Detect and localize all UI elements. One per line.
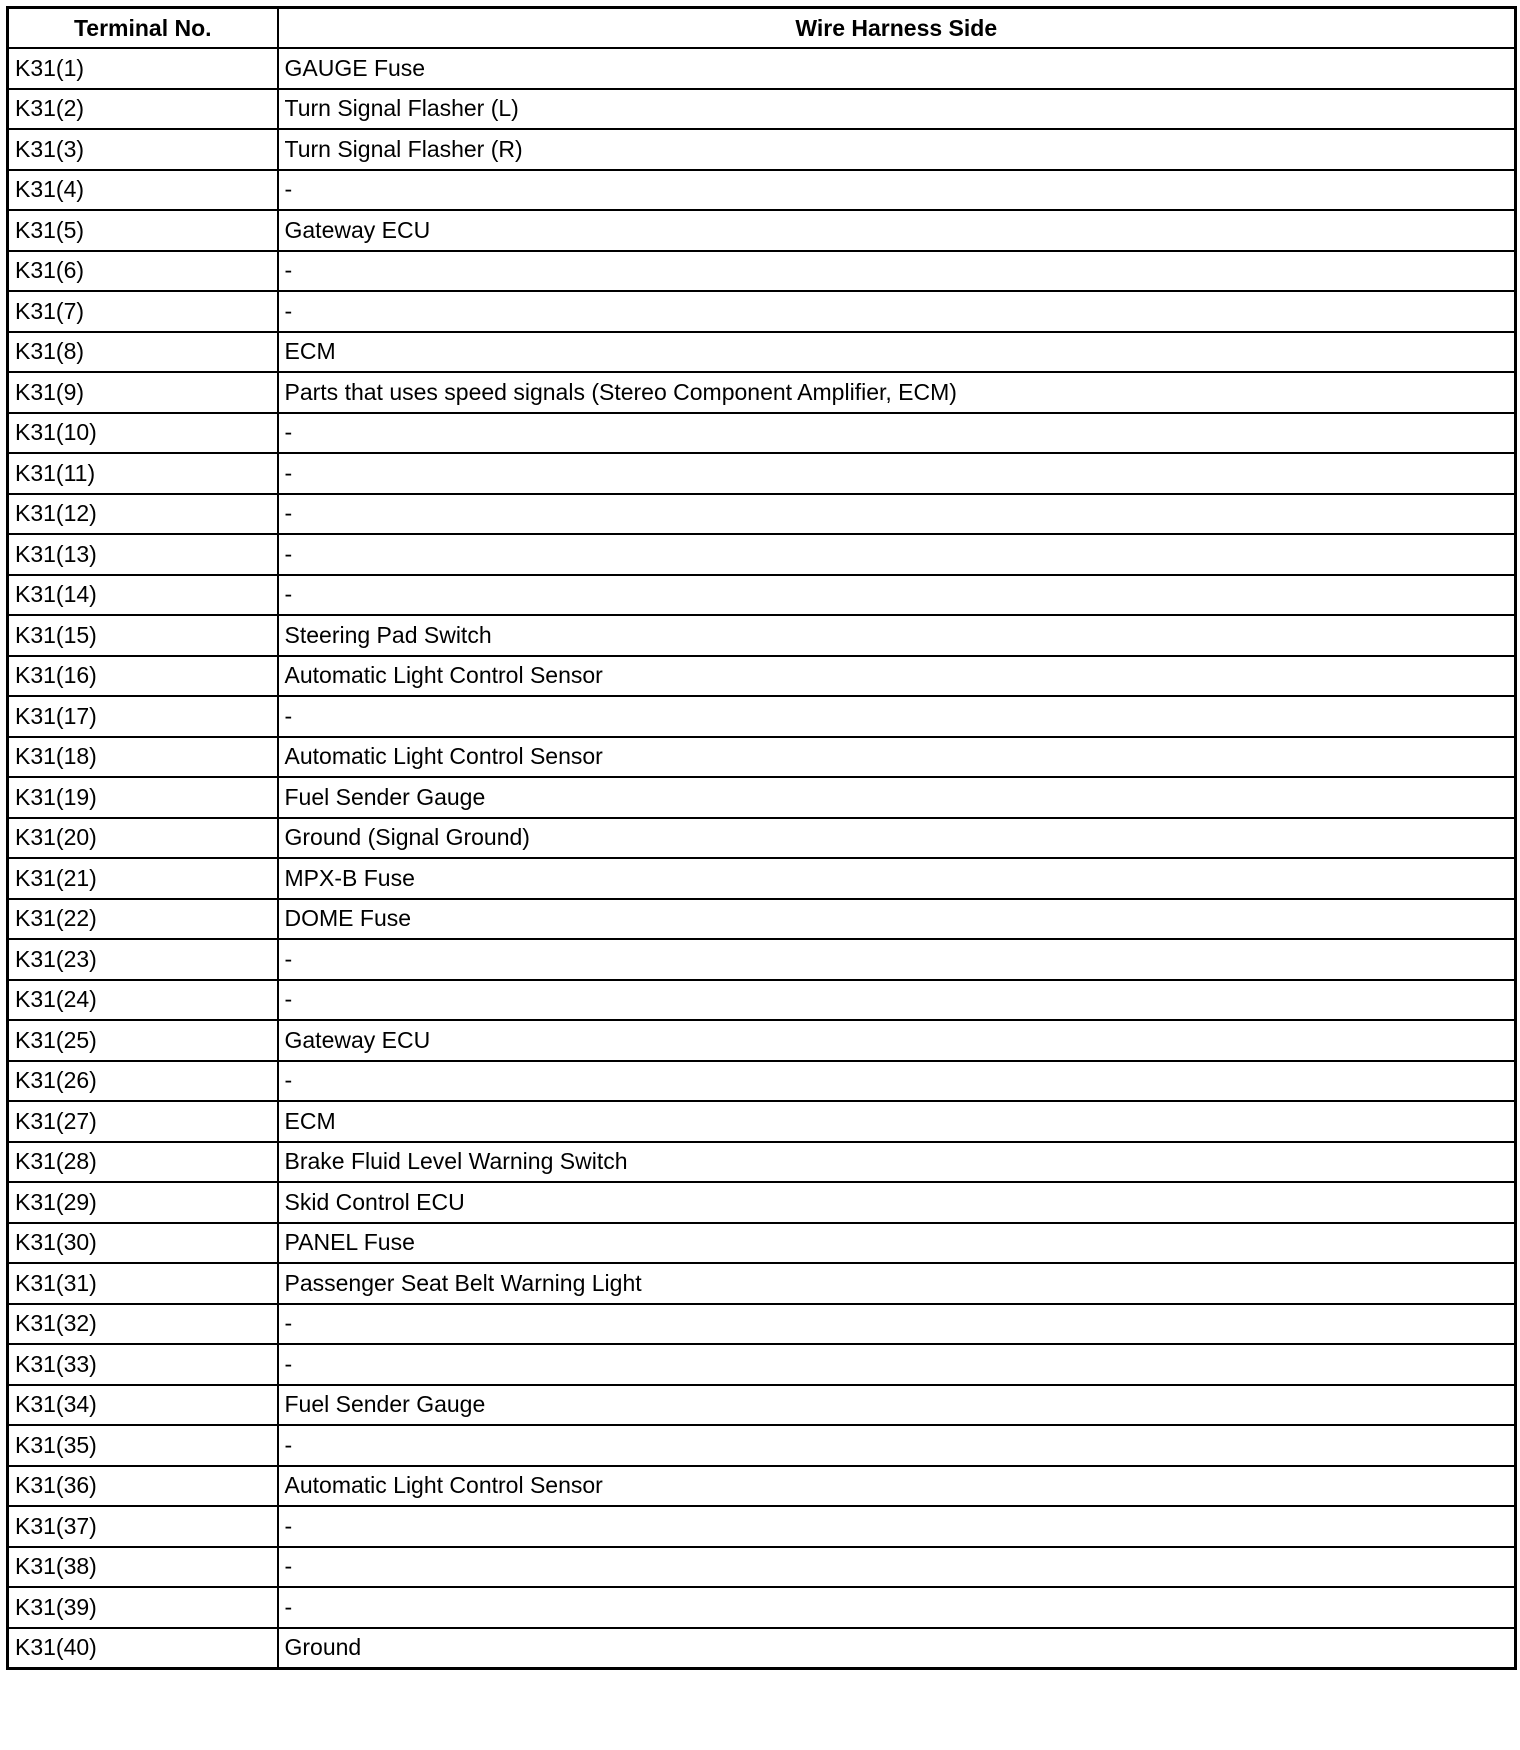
terminal-number-cell: K31(39): [8, 1587, 278, 1628]
table-row: [8, 980, 1516, 1021]
table-row: [8, 615, 1516, 656]
wire-harness-side-cell: -: [278, 1506, 1516, 1547]
wire-harness-side-cell: MPX-B Fuse: [278, 858, 1516, 899]
header-terminal-no: Terminal No.: [8, 8, 278, 49]
terminal-number-cell: K31(7): [8, 291, 278, 332]
terminal-number-cell: K31(22): [8, 899, 278, 940]
terminal-number-cell: K31(35): [8, 1425, 278, 1466]
table-row: [8, 1101, 1516, 1142]
terminal-number-cell: K31(33): [8, 1344, 278, 1385]
wire-harness-side-cell: Steering Pad Switch: [278, 615, 1516, 656]
wire-harness-side-cell: -: [278, 980, 1516, 1021]
table-row: [8, 1223, 1516, 1264]
wire-harness-side-cell: Turn Signal Flasher (R): [278, 129, 1516, 170]
wire-harness-side-cell: ECM: [278, 332, 1516, 373]
terminal-number-cell: K31(27): [8, 1101, 278, 1142]
table-row: [8, 1182, 1516, 1223]
wire-harness-side-cell: -: [278, 1587, 1516, 1628]
wire-harness-side-cell: Gateway ECU: [278, 210, 1516, 251]
terminal-number-cell: K31(32): [8, 1304, 278, 1345]
table-row: [8, 1425, 1516, 1466]
table-row: [8, 1304, 1516, 1345]
wire-harness-side-cell: Fuel Sender Gauge: [278, 1385, 1516, 1426]
terminal-number-cell: K31(20): [8, 818, 278, 859]
table-row: [8, 129, 1516, 170]
wire-harness-side-cell: Brake Fluid Level Warning Switch: [278, 1142, 1516, 1183]
terminal-number-cell: K31(8): [8, 332, 278, 373]
terminal-number-cell: K31(38): [8, 1547, 278, 1588]
terminal-number-cell: K31(14): [8, 575, 278, 616]
terminal-number-cell: K31(15): [8, 615, 278, 656]
table-row: [8, 170, 1516, 211]
terminal-number-cell: K31(1): [8, 48, 278, 89]
wire-harness-side-cell: -: [278, 494, 1516, 535]
terminal-number-cell: K31(21): [8, 858, 278, 899]
terminal-number-cell: K31(16): [8, 656, 278, 697]
terminal-number-cell: K31(10): [8, 413, 278, 454]
wire-harness-side-cell: Passenger Seat Belt Warning Light: [278, 1263, 1516, 1304]
terminal-number-cell: K31(40): [8, 1628, 278, 1669]
terminal-number-cell: K31(26): [8, 1061, 278, 1102]
wire-harness-side-cell: ECM: [278, 1101, 1516, 1142]
table-row: [8, 1547, 1516, 1588]
wire-harness-side-cell: DOME Fuse: [278, 899, 1516, 940]
wire-harness-side-cell: Gateway ECU: [278, 1020, 1516, 1061]
table-row: [8, 1506, 1516, 1547]
terminal-number-cell: K31(5): [8, 210, 278, 251]
terminal-number-cell: K31(25): [8, 1020, 278, 1061]
table-row: [8, 656, 1516, 697]
wire-harness-side-cell: -: [278, 170, 1516, 211]
wire-harness-side-cell: GAUGE Fuse: [278, 48, 1516, 89]
table-row: [8, 48, 1516, 89]
terminal-number-cell: K31(34): [8, 1385, 278, 1426]
table-row: [8, 210, 1516, 251]
header-row: [8, 8, 1516, 49]
terminal-number-cell: K31(37): [8, 1506, 278, 1547]
table-row: [8, 696, 1516, 737]
terminal-number-cell: K31(23): [8, 939, 278, 980]
wire-harness-side-cell: -: [278, 1304, 1516, 1345]
table-row: [8, 1263, 1516, 1304]
wire-harness-side-cell: -: [278, 1425, 1516, 1466]
wire-harness-side-cell: Fuel Sender Gauge: [278, 777, 1516, 818]
terminal-number-cell: K31(30): [8, 1223, 278, 1264]
wire-harness-side-cell: PANEL Fuse: [278, 1223, 1516, 1264]
table-row: [8, 1587, 1516, 1628]
terminal-table-container: [6, 6, 1514, 1670]
terminal-number-cell: K31(11): [8, 453, 278, 494]
wire-harness-side-cell: -: [278, 291, 1516, 332]
header-wire-harness-side: Wire Harness Side: [278, 8, 1516, 49]
wire-harness-side-cell: -: [278, 534, 1516, 575]
table-row: [8, 1385, 1516, 1426]
table-header: [8, 8, 1516, 49]
terminal-number-cell: K31(13): [8, 534, 278, 575]
wire-harness-side-cell: -: [278, 575, 1516, 616]
wire-harness-side-cell: -: [278, 696, 1516, 737]
table-row: [8, 575, 1516, 616]
wire-harness-side-cell: Ground: [278, 1628, 1516, 1669]
table-row: [8, 291, 1516, 332]
table-row: [8, 858, 1516, 899]
terminal-number-cell: K31(28): [8, 1142, 278, 1183]
table-row: [8, 777, 1516, 818]
table-body: [8, 48, 1516, 1668]
table-row: [8, 413, 1516, 454]
table-row: [8, 737, 1516, 778]
terminal-number-cell: K31(2): [8, 89, 278, 130]
table-row: [8, 1061, 1516, 1102]
table-row: [8, 453, 1516, 494]
wire-harness-side-cell: -: [278, 251, 1516, 292]
terminal-number-cell: K31(31): [8, 1263, 278, 1304]
table-row: [8, 1628, 1516, 1669]
terminal-number-cell: K31(19): [8, 777, 278, 818]
table-row: [8, 939, 1516, 980]
table-row: [8, 899, 1516, 940]
wire-harness-side-cell: Automatic Light Control Sensor: [278, 737, 1516, 778]
table-row: [8, 818, 1516, 859]
table-row: [8, 1466, 1516, 1507]
wire-harness-side-cell: -: [278, 1061, 1516, 1102]
wire-harness-side-cell: -: [278, 939, 1516, 980]
wire-harness-side-cell: Ground (Signal Ground): [278, 818, 1516, 859]
table-row: [8, 89, 1516, 130]
table-row: [8, 332, 1516, 373]
table-row: [8, 1142, 1516, 1183]
table-row: [8, 494, 1516, 535]
terminal-number-cell: K31(17): [8, 696, 278, 737]
terminal-number-cell: K31(9): [8, 372, 278, 413]
terminal-number-cell: K31(36): [8, 1466, 278, 1507]
wire-harness-side-cell: Automatic Light Control Sensor: [278, 1466, 1516, 1507]
terminal-number-cell: K31(3): [8, 129, 278, 170]
wire-harness-side-cell: -: [278, 1547, 1516, 1588]
wire-harness-side-cell: Automatic Light Control Sensor: [278, 656, 1516, 697]
wire-harness-side-cell: Turn Signal Flasher (L): [278, 89, 1516, 130]
terminal-number-cell: K31(29): [8, 1182, 278, 1223]
table-row: [8, 1344, 1516, 1385]
table-row: [8, 251, 1516, 292]
wire-harness-side-cell: -: [278, 413, 1516, 454]
terminal-number-cell: K31(18): [8, 737, 278, 778]
table-row: [8, 1020, 1516, 1061]
wire-harness-side-cell: -: [278, 1344, 1516, 1385]
wire-harness-side-cell: Skid Control ECU: [278, 1182, 1516, 1223]
terminal-number-cell: K31(12): [8, 494, 278, 535]
table-row: [8, 372, 1516, 413]
table-row: [8, 534, 1516, 575]
terminal-number-cell: K31(24): [8, 980, 278, 1021]
wire-harness-side-cell: Parts that uses speed signals (Stereo Component Amplifier, ECM): [278, 372, 1516, 413]
terminal-table: [6, 6, 1517, 1670]
terminal-number-cell: K31(4): [8, 170, 278, 211]
terminal-number-cell: K31(6): [8, 251, 278, 292]
wire-harness-side-cell: -: [278, 453, 1516, 494]
